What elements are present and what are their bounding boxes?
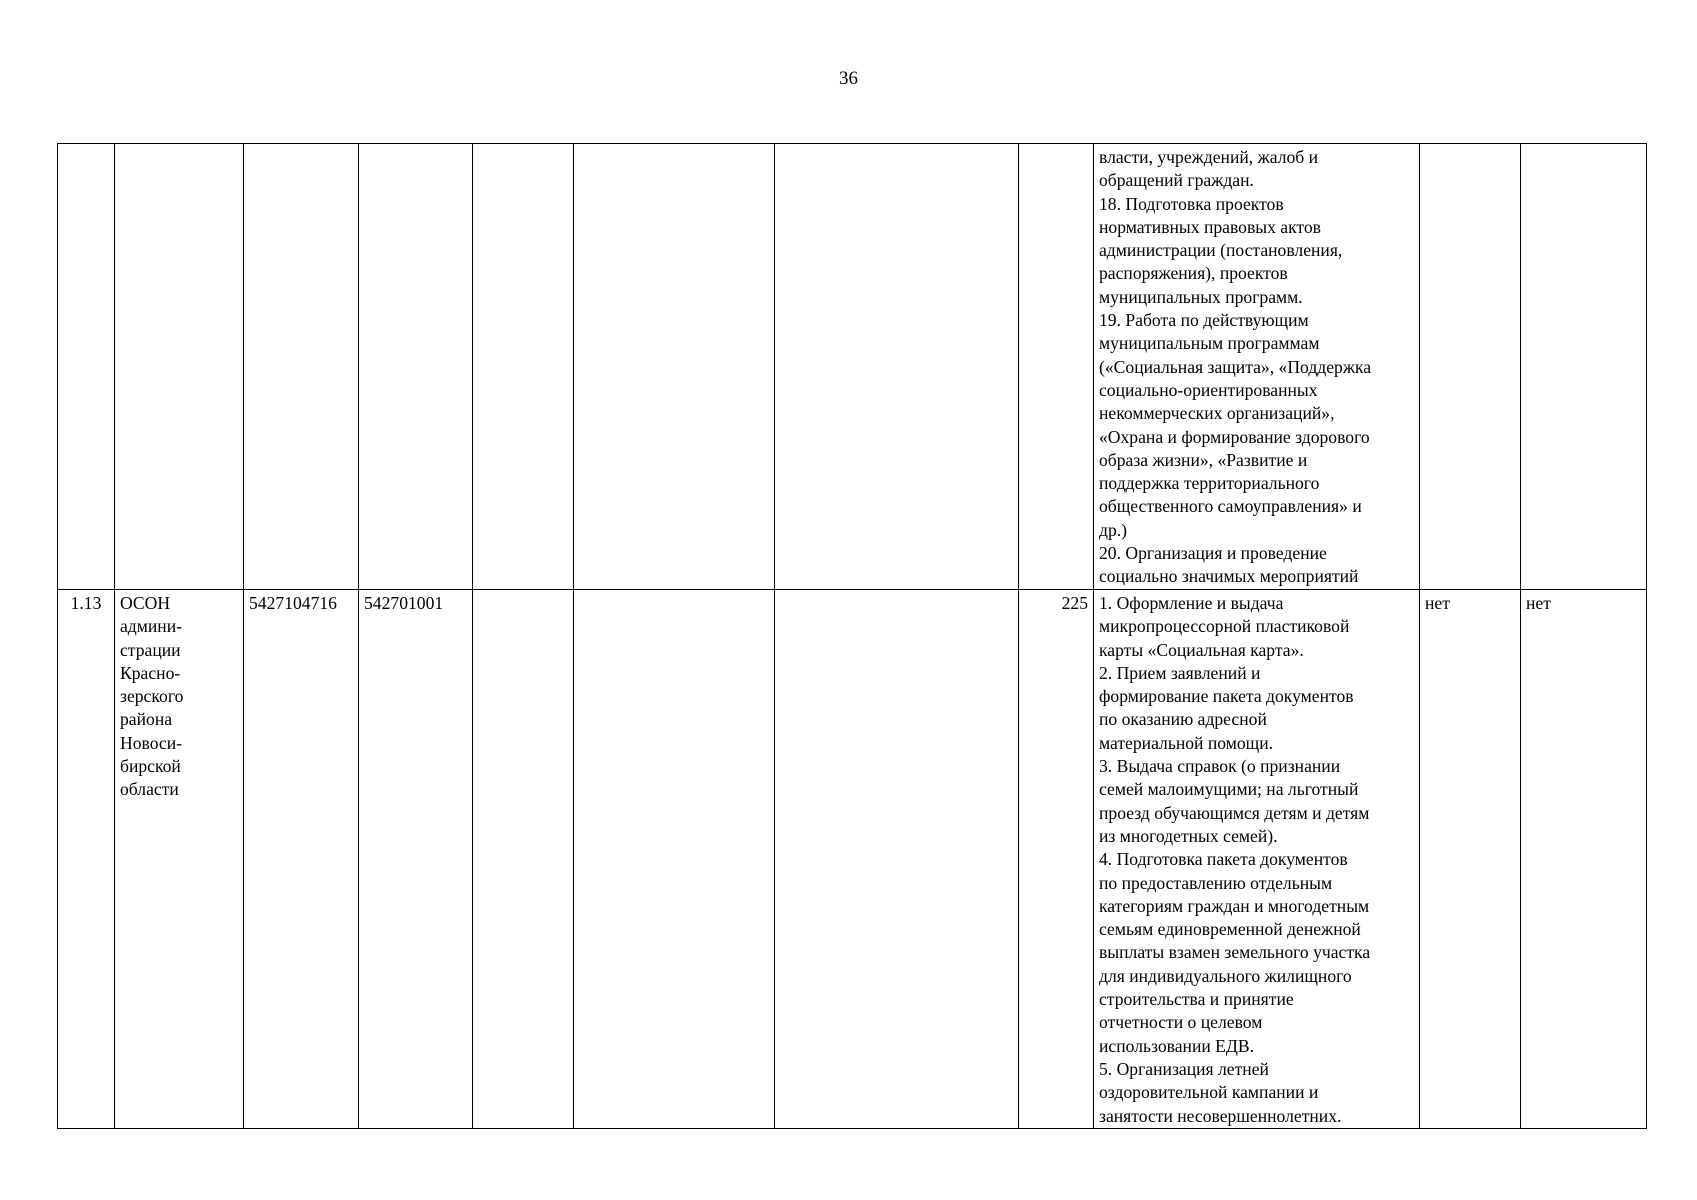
text-line: по оказанию адресной bbox=[1099, 709, 1267, 730]
organization-name-cell bbox=[115, 144, 244, 590]
text-line: 19. Работа по действующим bbox=[1099, 310, 1309, 331]
text-line: строительства и принятие bbox=[1099, 989, 1294, 1010]
text-line: социально значимых мероприятий bbox=[1099, 566, 1359, 587]
text-line: зерского bbox=[120, 686, 184, 707]
column-5-cell bbox=[473, 590, 574, 1129]
text-line: 18. Подготовка проектов bbox=[1099, 193, 1284, 214]
registry-table bbox=[57, 143, 1647, 1129]
text-line: проезд обучающимся детям и детям bbox=[1099, 802, 1370, 823]
staff-count-cell: 225 bbox=[1019, 590, 1094, 1129]
text-line: страции bbox=[120, 639, 181, 660]
organization-name-cell bbox=[115, 590, 244, 1129]
text-line: использовании ЕДВ. bbox=[1099, 1035, 1255, 1056]
text-line: формирование пакета документов bbox=[1099, 686, 1354, 707]
text-line: др.) bbox=[1099, 519, 1128, 540]
text-line: отчетности о целевом bbox=[1099, 1012, 1263, 1033]
column-10-cell: нет bbox=[1420, 590, 1521, 1129]
text-line: власти, учреждений, жалоб и bbox=[1099, 147, 1319, 167]
functions-cell bbox=[1094, 144, 1420, 590]
text-line: семьям единовременной денежной bbox=[1099, 919, 1361, 940]
column-10-cell bbox=[1420, 144, 1521, 590]
text-line: категориям граждан и многодетным bbox=[1099, 895, 1370, 916]
text-line: семей малоимущими; на льготный bbox=[1099, 779, 1359, 800]
text-line: 5. Организация летней bbox=[1099, 1058, 1269, 1079]
text-line: из многодетных семей). bbox=[1099, 825, 1278, 846]
text-line: района bbox=[120, 709, 173, 730]
row-number-cell bbox=[58, 144, 115, 590]
column-7-cell bbox=[775, 590, 1019, 1129]
text-line: социально-ориентированных bbox=[1099, 379, 1318, 400]
text-line: ОСОН bbox=[120, 593, 171, 613]
text-line: для индивидуального жилищного bbox=[1099, 965, 1352, 986]
inn-cell bbox=[244, 144, 359, 590]
text-line: 4. Подготовка пакета документов bbox=[1099, 849, 1348, 870]
text-line: («Социальная защита», «Поддержка bbox=[1099, 356, 1372, 377]
text-line: выплаты взамен земельного участка bbox=[1099, 942, 1371, 963]
text-line: муниципальным программам bbox=[1099, 333, 1320, 354]
column-11-cell: нет bbox=[1521, 590, 1647, 1129]
page-number: 36 bbox=[839, 68, 858, 89]
text-line: Красно- bbox=[120, 662, 181, 683]
text-line: занятости несовершеннолетних. bbox=[1099, 1105, 1342, 1126]
text-line: нормативных правовых актов bbox=[1099, 216, 1321, 237]
column-5-cell bbox=[473, 144, 574, 590]
column-6-cell bbox=[574, 144, 775, 590]
text-line: админи- bbox=[120, 616, 182, 637]
text-line: бирской bbox=[120, 756, 181, 777]
text-line: карты «Социальная карта». bbox=[1099, 639, 1304, 660]
column-7-cell bbox=[775, 144, 1019, 590]
text-line: по предоставлению отдельным bbox=[1099, 872, 1333, 893]
table-row bbox=[58, 590, 1647, 1129]
text-line: общественного самоуправления» и bbox=[1099, 496, 1362, 517]
text-line: Новоси- bbox=[120, 732, 183, 753]
text-line: образа жизни», «Развитие и bbox=[1099, 449, 1308, 470]
text-line: распоряжения), проектов bbox=[1099, 263, 1288, 284]
text-line: администрации (постановления, bbox=[1099, 240, 1343, 261]
text-line: оздоровительной кампании и bbox=[1099, 1082, 1319, 1103]
inn-cell: 5427104716 bbox=[244, 590, 359, 1129]
text-line: 2. Прием заявлений и bbox=[1099, 662, 1261, 683]
column-11-cell bbox=[1521, 144, 1647, 590]
kpp-cell bbox=[359, 144, 473, 590]
kpp-cell: 542701001 bbox=[359, 590, 473, 1129]
table-row bbox=[58, 144, 1647, 590]
text-line: муниципальных программ. bbox=[1099, 286, 1303, 307]
text-line: некоммерческих организаций», bbox=[1099, 403, 1335, 424]
text-line: области bbox=[120, 779, 179, 800]
staff-count-cell bbox=[1019, 144, 1094, 590]
text-line: материальной помощи. bbox=[1099, 732, 1274, 753]
functions-cell bbox=[1094, 590, 1420, 1129]
text-line: поддержка территориального bbox=[1099, 473, 1320, 494]
text-line: 3. Выдача справок (о признании bbox=[1099, 756, 1341, 777]
row-number-cell: 1.13 bbox=[58, 590, 115, 1129]
text-line: 1. Оформление и выдача bbox=[1099, 593, 1284, 613]
text-line: 20. Организация и проведение bbox=[1099, 543, 1327, 564]
text-line: «Охрана и формирование здорового bbox=[1099, 426, 1370, 447]
text-line: микропроцессорной пластиковой bbox=[1099, 616, 1350, 637]
text-line: обращений граждан. bbox=[1099, 170, 1254, 191]
column-6-cell bbox=[574, 590, 775, 1129]
